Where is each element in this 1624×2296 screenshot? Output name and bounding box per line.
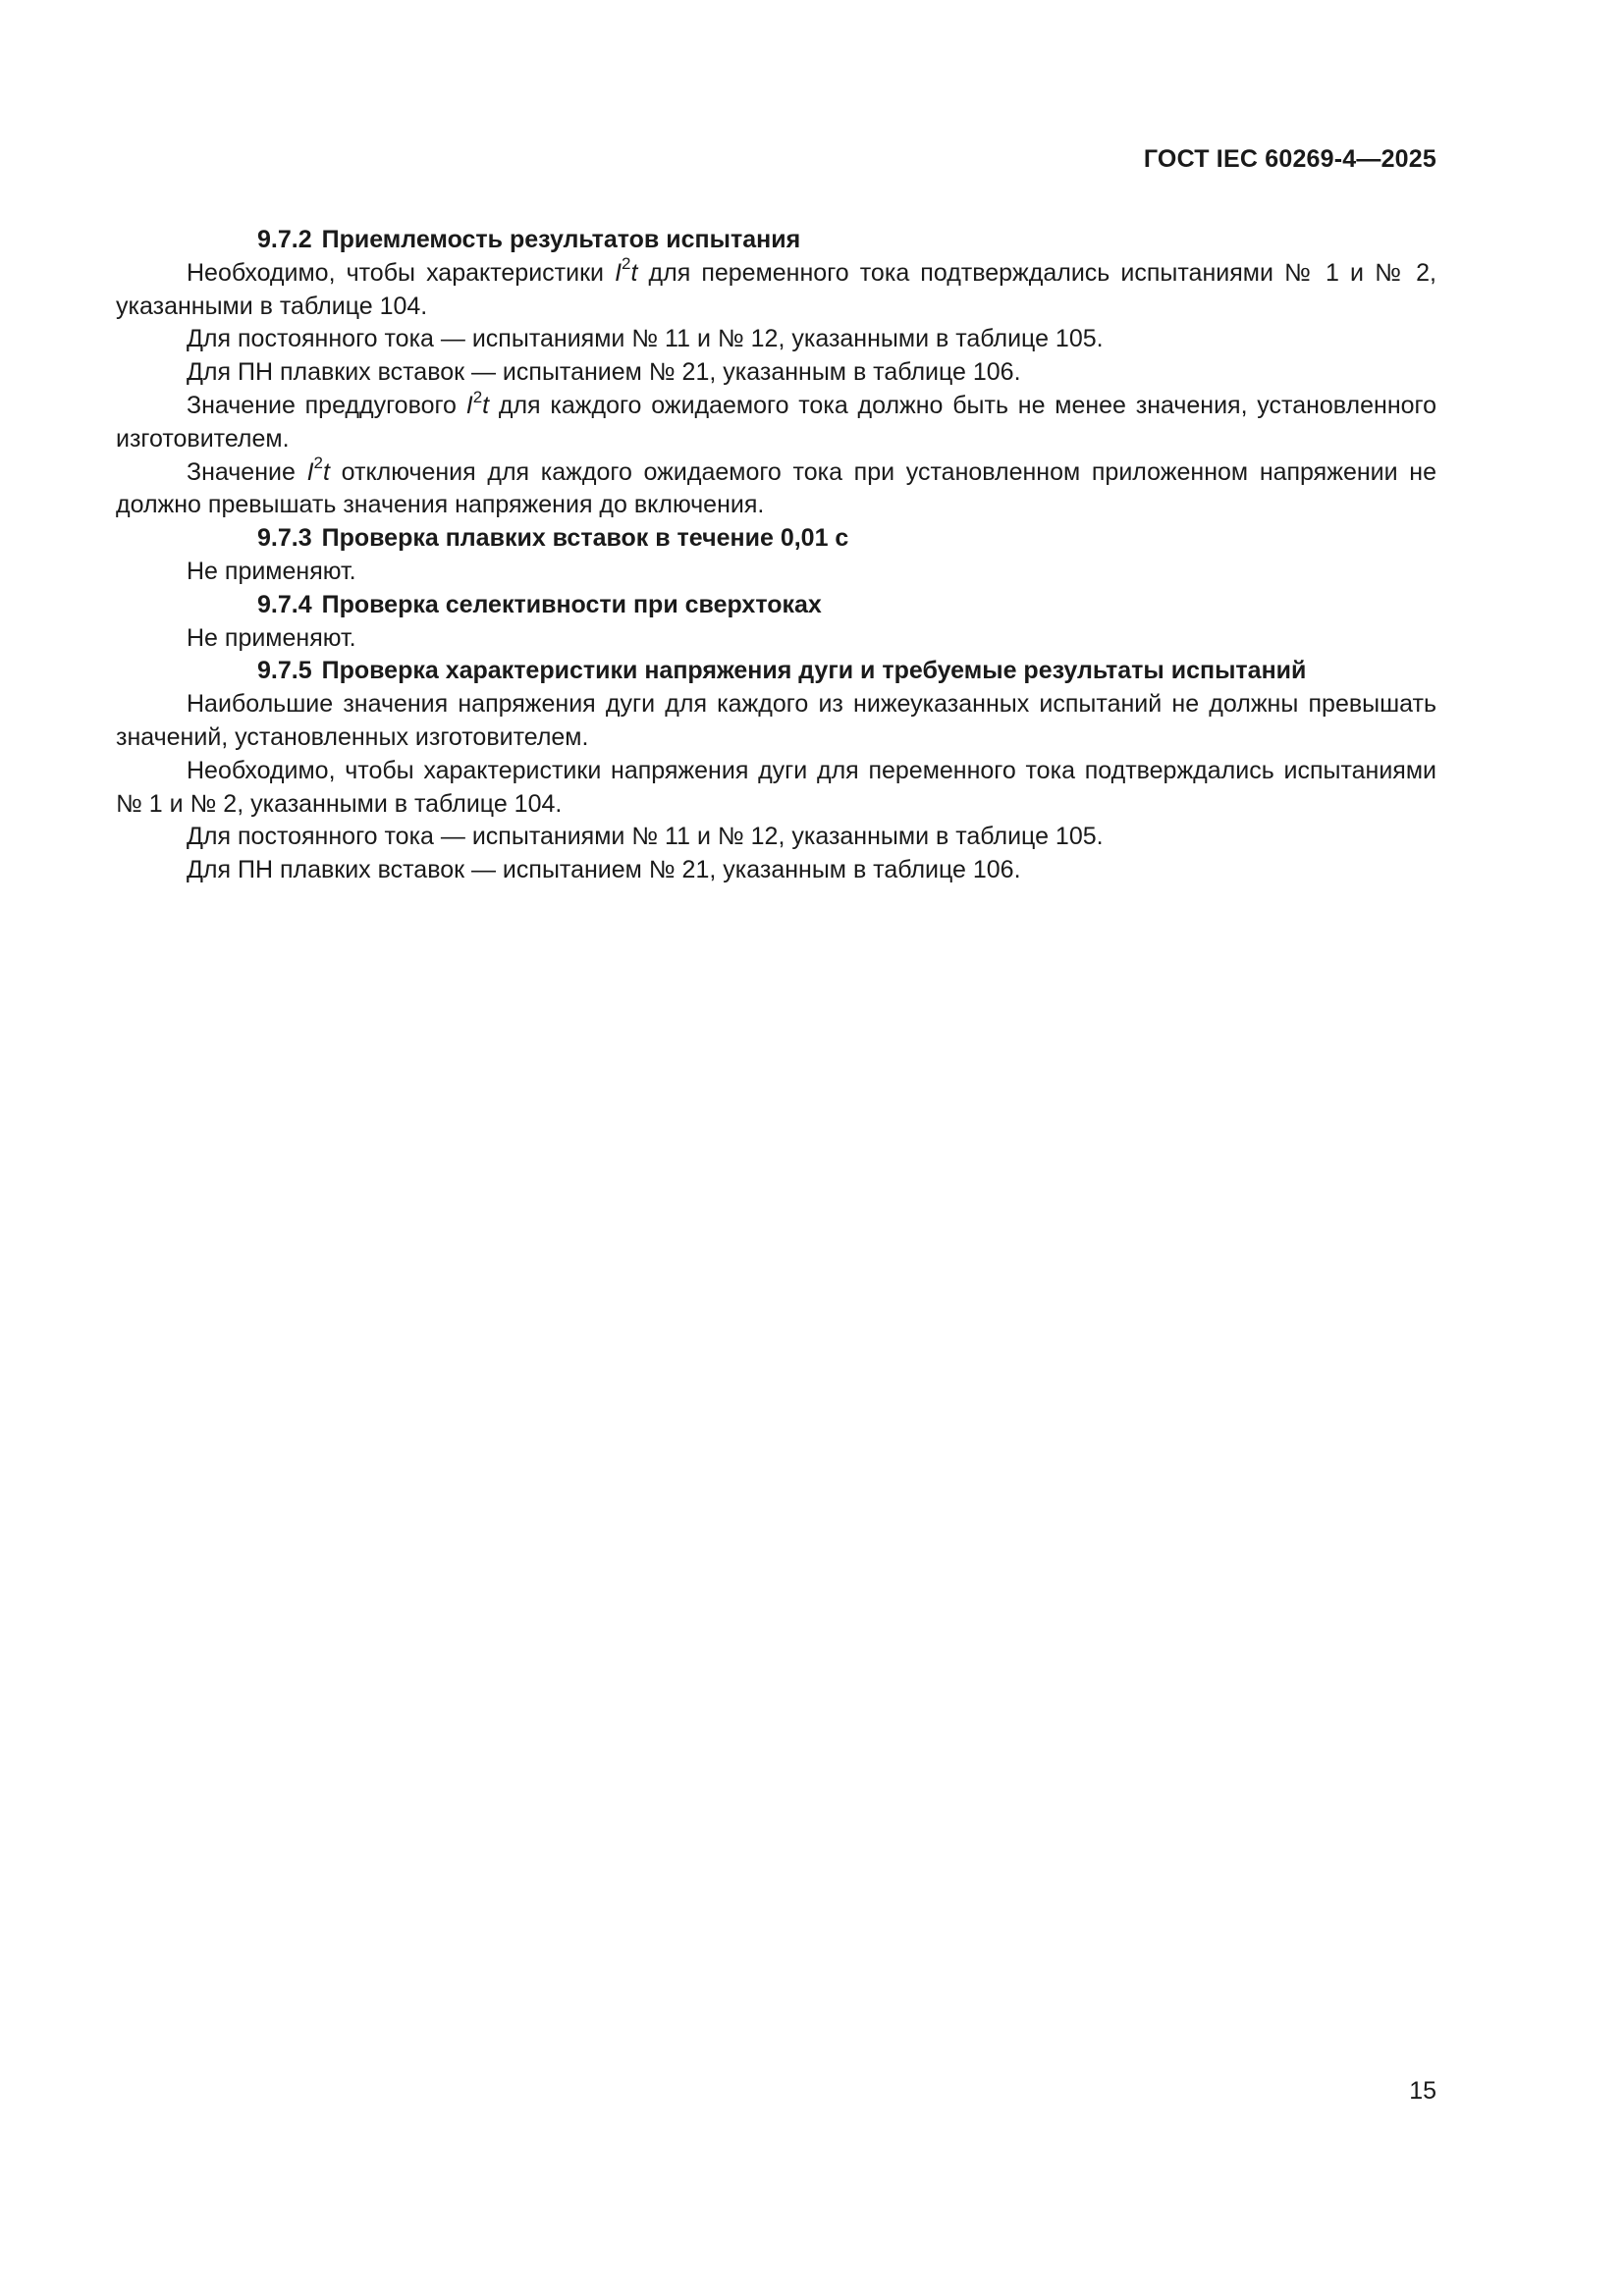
section-heading-9-7-3 — [116, 522, 1436, 556]
page-number: 15 — [1409, 2077, 1436, 2105]
i2t-formula — [615, 254, 638, 287]
section-number: 9.7.3 — [257, 524, 312, 553]
formula-variable: t — [630, 258, 638, 287]
section-title: Проверка характеристики напряжения дуги и требуемые результаты испытаний — [321, 657, 1307, 685]
section-heading-9-7-4 — [116, 589, 1436, 622]
formula-base: I — [306, 457, 314, 486]
text-run: для каждого ожидаемого тока должно быть не менее значения, установленного изготовителем. — [116, 391, 1436, 453]
formula-exponent: 2 — [472, 387, 483, 406]
paragraph: Наибольшие значения напряжения дуги для каждого из нижеуказанных испытаний не должны превышать значений, установленных изготовителем. — [116, 690, 1436, 751]
formula-base: I — [615, 258, 623, 287]
document-code-header: ГОСТ IEC 60269-4—2025 — [1143, 145, 1436, 173]
text-run: Значение — [187, 457, 307, 486]
paragraph: Для постоянного тока — испытаниями № 11 и № 12, указанными в таблице 105. — [187, 325, 1104, 353]
section-heading-9-7-5 — [116, 655, 1436, 688]
paragraph: Не применяют. — [187, 557, 356, 585]
text-run: Необходимо, чтобы характеристики — [187, 258, 616, 287]
document-body — [116, 224, 1436, 887]
section-title: Проверка селективности при сверхтоках — [321, 590, 822, 618]
paragraph: Для постоянного тока — испытаниями № 11 и № 12, указанными в таблице 105. — [187, 823, 1104, 851]
paragraph: Необходимо, чтобы характеристики напряжения дуги для переменного тока подтверждались испытаниями № 1 и № 2, указанными в таблице 104. — [116, 756, 1436, 818]
section-title: Проверка плавких вставок в течение 0,01 с — [321, 524, 849, 553]
paragraph: Для ПН плавких вставок — испытанием № 21, указанным в таблице 106. — [187, 358, 1021, 387]
paragraph: Для ПН плавких вставок — испытанием № 21, указанным в таблице 106. — [187, 856, 1021, 884]
section-heading-9-7-2 — [116, 224, 1436, 257]
formula-exponent: 2 — [313, 454, 323, 473]
text-run: Значение преддугового — [187, 391, 466, 419]
section-number: 9.7.5 — [257, 657, 312, 685]
paragraph — [116, 254, 1436, 324]
paragraph — [116, 456, 1436, 523]
formula-exponent: 2 — [622, 254, 631, 274]
formula-variable: t — [322, 457, 330, 486]
section-number: 9.7.4 — [257, 590, 312, 618]
formula-base: I — [465, 391, 473, 419]
paragraph — [116, 387, 1436, 456]
i2t-formula — [306, 454, 330, 486]
section-title: Приемлемость результатов испытания — [321, 226, 801, 253]
formula-variable: t — [482, 391, 490, 419]
text-run: отключения для каждого ожидаемого тока при установленном приложенном напряжении не должно превышать значения напряжения до включения. — [116, 457, 1436, 519]
i2t-formula — [465, 387, 490, 419]
text-run: для переменного тока подтверждались испытаниями № 1 и № 2, указанными в таблице 104. — [116, 258, 1436, 320]
section-number: 9.7.2 — [257, 226, 312, 253]
paragraph: Не применяют. — [187, 623, 356, 652]
